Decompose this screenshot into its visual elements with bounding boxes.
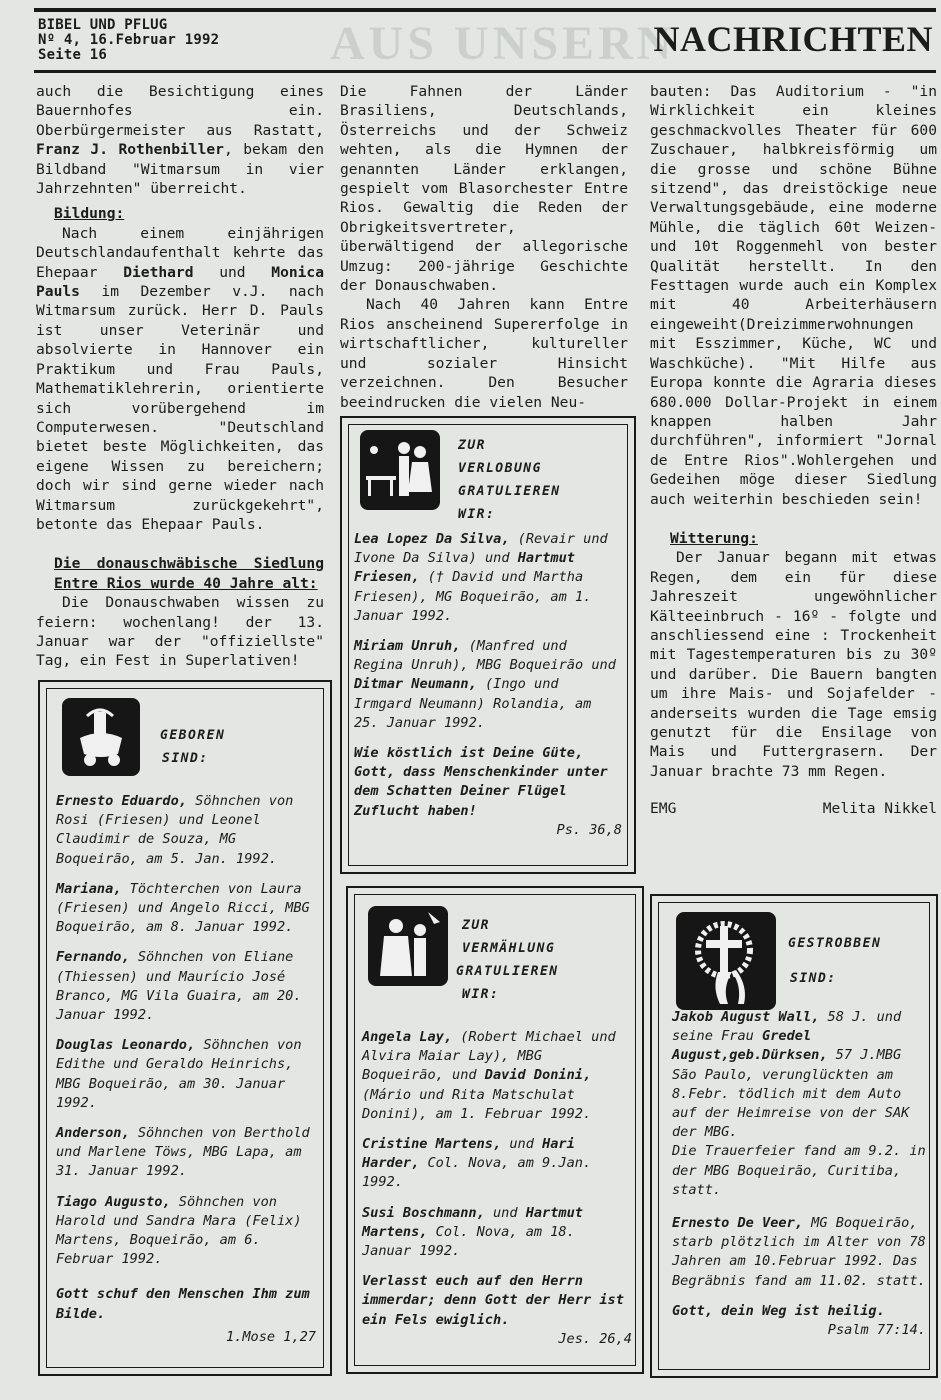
death-entry: Ernesto De Veer, MG Boqueirão, starb plötzlich im Alter von 78 Jahren am 10.Februar 1992. Das Begräbnis fand am 11.02. statt. <box>672 1215 926 1289</box>
signature-initials: EMG <box>650 800 677 818</box>
donau-paragraph: Die Donauschwaben wissen zu feiern: wochenlang! der 13. Januar war der "offiziellste" Tag, ein Fest in Superlativen! <box>36 594 324 670</box>
engagement-entry-verse-text: Wie köstlich ist Deine Güte, Gott, dass Menschenkinder unter dem Schatten Deiner Flügel Zuflucht haben! <box>354 745 608 819</box>
wedding-entry-verse-text: Verlasst euch auf den Herrn immerdar; denn Gott der Herr ist ein Fels ewiglich. <box>362 1273 624 1328</box>
wedding-entry <box>362 1028 632 1124</box>
box-births <box>38 680 332 1376</box>
birth-details: Töchterchen von Laura (Friesen) und Angelo Ricci, MBG Boqueirão, am 8. Januar 1992. <box>56 880 310 936</box>
engagement-entry-verse <box>354 744 622 821</box>
buildings-paragraph: bauten: Das Auditorium - "in Wirklichkeit ein kleines geschmackvolles Theater für 600 Zuschauer, halbkreisförmig um die grosse und schöne Bühne sitzend", das dreistöckige neue Verwaltungsgebäude, eine moderne Mühle, die täglich 60t Weizen- und 10t Roggenmehl von bester Qualität herstellt. In den Festtagen wurde auch ein Komplex mit 40 Arbeiterhäusern eingeweiht(Dreizimmerwohnungen mit Esszimmer, Küche, WC und Waschküche). "Mit Hilfe aus Europa konnte die Agraria dieses 680.000 Dollar-Projekt in einem knappen halben Jahr durchführen", informiert "Jornal de Entre Rios".Wohlergehen und Gedeihen möge dieser Siedlung auch weiterhin beschieden sein! <box>650 83 937 508</box>
birth-entry <box>56 792 316 869</box>
donau-heading: Die donauschwäbische Siedlung Entre Rios wurde 40 Jahre alt: <box>54 555 324 592</box>
engagement-entry-name2: Hartmut Friesen, <box>354 550 575 586</box>
bildung-paragraph: Nach einem einjährigen Deutschlandaufenthalt kehrte das Ehepaar Diethard und Monica Pauls im Dezember v.J. nach Witmarsum zurück. Herr D. Pauls ist unser Veterinär und absolvierte in Hannover ein Praktikum und Frau Pauls, Mathematiklehrerin, orientierte sich vorübergehend im Computerwesen. "Deutschland bietet beste Möglichkeiten, das eigene Wissen zu bereichern; doch wir sind gerne wieder nach Witmarsum zurückgekehrt", betonte das Ehepaar Pauls. <box>36 224 324 533</box>
birth-details: Söhnchen von Eliane (Thiessen) und Maurício José Branco, MG Vila Guaira, am 20. Januar 1992. <box>56 949 302 1024</box>
births-verse <box>56 1285 316 1323</box>
box-engagements <box>340 416 636 874</box>
issue-number: Nº 4, 16.Februar 1992 <box>38 32 220 48</box>
engagement-entry-details: (Manfred und Regina Unruh), MBG Boqueirão und <box>354 638 616 674</box>
engagement-entry-details: (Revair und Ivone Da Silva) und <box>354 531 608 567</box>
wreath-cross-icon <box>676 912 776 1010</box>
deaths-verse-ref: Psalm 77:14. <box>827 1322 926 1339</box>
engagement-entry-details2: († David und Martha Friesen), MG Boqueirão, am 1. Januar 1992. <box>354 569 592 624</box>
birth-name: Ernesto Eduardo, <box>56 793 187 809</box>
header-rule-bottom <box>34 70 936 73</box>
engagements-heading: ZUR VERLOBUNG GRATULIEREN WIR: <box>458 438 561 522</box>
wedding-entry-name2: David Donini, <box>484 1067 592 1084</box>
article-paragraph: auch die Besichtigung eines Bauernhofes ein. Oberbürgermeister aus Rastatt, Franz J. Rothenbiller, bekam den Bildband "Witmarsum in vier Jahrzehnten" überreicht. <box>36 83 324 198</box>
birth-name: Anderson, <box>56 1125 130 1142</box>
baby-carriage-icon <box>62 698 140 776</box>
wedding-entry-name: Susi Boschmann, <box>362 1204 485 1221</box>
wedding-entry-details2: (Mário und Rita Matschulat Donini), am 1. Februar 1992. <box>362 1086 592 1122</box>
column-1 <box>36 82 324 671</box>
birth-details: Söhnchen von Edithe und Geraldo Heinrichs, MBG Boqueirão, am 30. Januar 1992. <box>56 1037 302 1111</box>
birth-entry <box>56 1036 316 1113</box>
ghost-bleed-text: AUS UNSERN <box>330 17 676 70</box>
column-2 <box>340 82 628 412</box>
wedding-entry-name2: Hartmut Martens, <box>362 1204 583 1240</box>
wedding-entry-details2: Col. Nova, am 9.Jan. 1992. <box>362 1155 592 1191</box>
header-meta <box>38 18 219 63</box>
wedding-entry-name: Cristine Martens, <box>362 1136 502 1153</box>
wedding-entry-name2: Hari Harder, <box>362 1136 575 1172</box>
festival-paragraph-2: Nach 40 Jahren kann Entre Rios anscheinend Supererfolge in wirtschaftlicher, kultureller und sozialer Hinsicht verzeichnen. Den Besucher beeindrucken die vielen Neu- <box>340 296 628 411</box>
wedding-entry <box>362 1204 632 1262</box>
engagement-entry <box>354 637 622 733</box>
births-heading: GEBOREN SIND: <box>160 728 226 766</box>
birth-name: Douglas Leonardo, <box>56 1037 196 1054</box>
death-entry: Jakob August Wall, 58 J. und seine Frau Gredel August,geb.Dürksen, 57 J.MBG São Paulo, verunglückten am 8.Febr. tödlich mit dem Auto auf der Heimreise von der SAK der MBG. Die Trauerfeier fand am 9.2. in der MBG Boqueirão, Curitiba, statt. <box>672 1009 926 1198</box>
publication-name: BIBEL UND PFLUG <box>38 17 168 33</box>
wedding-entry-verse <box>362 1272 632 1330</box>
wedding-entry-details: und <box>484 1204 526 1221</box>
engagement-entry-details2: (Ingo und Irmgard Neumann) Rolandia, am 25. Januar 1992. <box>354 676 592 731</box>
wedding-entry <box>362 1135 632 1193</box>
birth-entry <box>56 948 316 1025</box>
wedding-couple-icon <box>368 906 448 986</box>
birth-details: Söhnchen von Berthold und Marlene Töws, MBG Lapa, am 31. Januar 1992. <box>56 1125 310 1180</box>
wedding-entry-details: und <box>501 1136 543 1153</box>
box-weddings <box>346 886 644 1374</box>
witterung-paragraph: Der Januar begann mit etwas Regen, dem ein für diese Jahreszeit ungewöhnlicher Kälteeinbruch - 16º - folgte und anschliessend eine : Trockenheit mit Tagestemperaturen bis zu 30º und darüber. Die Bauern bangten um ihre Mais- und Sojafelder - anderseits wurden die Tage emsig genutzt für die Ensilage von Mais und Futtergrasern. Der Januar brachte 73 mm Regen. <box>650 549 937 780</box>
weddings-list <box>362 1028 632 1349</box>
birth-name: Mariana, <box>56 880 122 897</box>
bildung-heading: Bildung: <box>54 205 125 223</box>
engagement-entry-name2: Ditmar Neumann, <box>354 676 477 693</box>
witterung-heading: Witterung: <box>670 529 758 547</box>
birth-details: Söhnchen von Rosi (Friesen) und Leonel Claudimir de Souza, MG Boqueirão, am 5. Jan. 1992. <box>56 793 294 867</box>
header-rule-top <box>34 8 936 12</box>
deaths-verse: Gott, dein Weg ist heilig. <box>672 1302 885 1319</box>
birth-name: Fernando, <box>56 949 130 966</box>
wedding-entry-name: Angela Lay, <box>362 1029 453 1045</box>
deaths-list <box>672 1008 926 1340</box>
birth-entry <box>56 1124 316 1182</box>
engagement-entry-name: Lea Lopez Da Silva, <box>354 531 510 547</box>
signature-line <box>650 799 937 818</box>
births-verse-ref: 1.Mose 1,27 <box>225 1328 316 1345</box>
weddings-heading: ZUR VERMÄHLUNG GRATULIEREN WIR: <box>456 918 559 1002</box>
birth-name: Tiago Augusto, <box>56 1193 171 1210</box>
box-deaths <box>650 894 938 1378</box>
page-number: Seite 16 <box>38 47 108 63</box>
birth-entry <box>56 880 316 938</box>
festival-paragraph-1: Die Fahnen der Länder Brasiliens, Deutschlands, Österreichs und der Schweiz wehten, als die Hymnen der genannten Länder erklangen, gespielt vom Blasorchester Entre Rios. Gewaltig die Reden der Obrigkeitsvertreter, überwältigend der allegorische Umzug: 200-jährige Geschichte der Donauschwaben. <box>340 83 628 295</box>
column-3 <box>650 82 937 819</box>
signature-author: Melita Nikkel <box>822 800 937 818</box>
engagements-list <box>354 530 622 840</box>
couple-bench-icon <box>360 430 440 510</box>
deaths-heading: GESTROBBEN SIND: <box>788 936 882 986</box>
birth-entry <box>56 1193 316 1270</box>
births-verse-text: Gott schuf den Menschen Ihm zum Bilde. <box>56 1286 310 1322</box>
wedding-entry-details: (Robert Michael und Alvira Maiar Lay), MBG Boqueirão, und <box>362 1029 616 1084</box>
engagement-entry-name: Miriam Unruh, <box>354 638 461 655</box>
births-list <box>56 792 316 1347</box>
engagement-entry <box>354 530 622 626</box>
section-title: NACHRICHTEN <box>653 19 933 59</box>
engagement-entry-verse-ref: Ps. 36,8 <box>556 821 622 838</box>
wedding-entry-verse-ref: Jes. 26,4 <box>558 1330 632 1347</box>
birth-details: Söhnchen von Harold und Sandra Mara (Felix) Martens, Boqueirão, am 6. Februar 1992. <box>56 1193 302 1268</box>
wedding-entry-details2: Col. Nova, am 18. Januar 1992. <box>362 1223 575 1260</box>
